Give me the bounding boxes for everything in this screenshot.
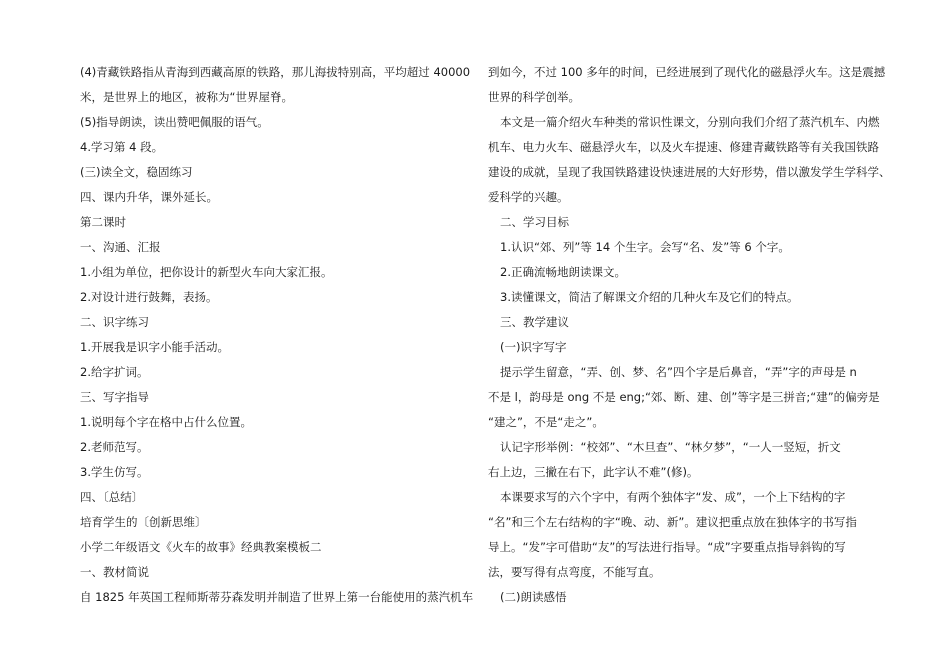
- left-line-12: 1.开展我是识字小能手活动。: [80, 340, 229, 354]
- right-line-16: 认记字形举例：“校郊”、“木旦查”、“林夕梦”，“一人一竖短，折文: [500, 440, 841, 454]
- left-line-10: 2.对设计进行鼓舞，表扬。: [80, 290, 218, 304]
- right-line-21: 法，要写得有点弯度，不能写直。: [488, 565, 661, 579]
- right-line-10: 3.读懂课文，简洁了解课文介绍的几种火车及它们的特点。: [500, 290, 799, 304]
- right-line-14: 不是 l，韵母是 ong 不是 eng;“郊、断、建、创”等字是三拼音;“建”的偏旁是: [488, 390, 880, 404]
- right-line-6: 爱科学的兴趣。: [488, 190, 569, 204]
- right-line-9: 2.正确流畅地朗读课文。: [500, 265, 626, 279]
- right-line-1: 到如今，不过 100 多年的时间，已经进展到了现代化的磁悬浮火车。这是震撼: [488, 65, 886, 79]
- left-line-5: (三)读全文，稳固练习: [80, 165, 193, 179]
- left-line-8: 一、沟通、汇报: [80, 240, 161, 254]
- left-line-7: 第二课时: [80, 215, 126, 229]
- right-line-8: 1.认识“郊、列”等 14 个生字。会写“名、发”等 6 个字。: [500, 240, 790, 254]
- right-line-7: 二、学习目标: [500, 215, 569, 229]
- right-line-3: 本文是一篇介绍火车种类的常识性课文，分别向我们介绍了蒸汽机车、内燃: [500, 115, 880, 129]
- left-line-1: (4)青藏铁路指从青海到西藏高原的铁路，那儿海拔特别高，平均超过 40000: [80, 65, 471, 79]
- left-line-22: 自 1825 年英国工程师斯蒂芬森发明并制造了世界上第一台能使用的蒸汽机车: [80, 590, 474, 604]
- left-line-3: (5)指导朗读，读出赞吧佩服的语气。: [80, 115, 269, 129]
- right-line-2: 世界的科学创举。: [488, 90, 580, 104]
- left-line-14: 三、写字指导: [80, 390, 149, 404]
- left-line-20: 小学二年级语文《火车的故事》经典教案模板二: [80, 540, 322, 554]
- left-line-13: 2.给字扩词。: [80, 365, 149, 379]
- right-line-19: “名”和三个左右结构的字“晚、动、新”。建议把重点放在独体字的书写指: [488, 515, 857, 529]
- right-line-17: 右上边，三撇在右下，此字认不难”(修)。: [488, 465, 699, 479]
- right-line-20: 导上。“发”字可借助“友”的写法进行指导。“成”字要重点指导斜钩的写: [488, 540, 846, 554]
- left-line-16: 2.老师范写。: [80, 440, 149, 454]
- left-line-19: 培育学生的〔创新思维〕: [80, 515, 207, 529]
- left-line-9: 1.小组为单位，把你设计的新型火车向大家汇报。: [80, 265, 333, 279]
- right-line-5: 建设的成就，呈现了我国铁路建设快速进展的大好形势，借以激发学生学科学、: [488, 165, 891, 179]
- right-line-22: (二)朗读感悟: [500, 590, 567, 604]
- left-line-15: 1.说明每个字在格中占什么位置。: [80, 415, 252, 429]
- right-line-4: 机车、电力火车、磁悬浮火车，以及火车提速、修建青藏铁路等有关我国铁路: [488, 140, 879, 154]
- left-line-6: 四、课内升华，课外延长。: [80, 190, 218, 204]
- right-line-13: 提示学生留意，“弄、创、梦、名”四个字是后鼻音，“弄”字的声母是 n: [500, 365, 857, 379]
- left-line-11: 二、识字练习: [80, 315, 149, 329]
- left-line-18: 四、〔总结〕: [80, 490, 144, 504]
- right-line-12: (一)识字写字: [500, 340, 567, 354]
- right-line-15: “建之”，不是“走之”。: [488, 415, 604, 429]
- left-line-17: 3.学生仿写。: [80, 465, 149, 479]
- left-line-21: 一、教材简说: [80, 565, 149, 579]
- right-line-11: 三、教学建议: [500, 315, 569, 329]
- left-line-4: 4.学习第 4 段。: [80, 140, 164, 154]
- left-line-2: 米，是世界上的地区，被称为“世界屋脊。: [80, 90, 293, 104]
- right-line-18: 本课要求写的六个字中，有两个独体字“发、成”，一个上下结构的字: [500, 490, 846, 504]
- right-column: [488, 60, 891, 610]
- left-column: [80, 60, 474, 610]
